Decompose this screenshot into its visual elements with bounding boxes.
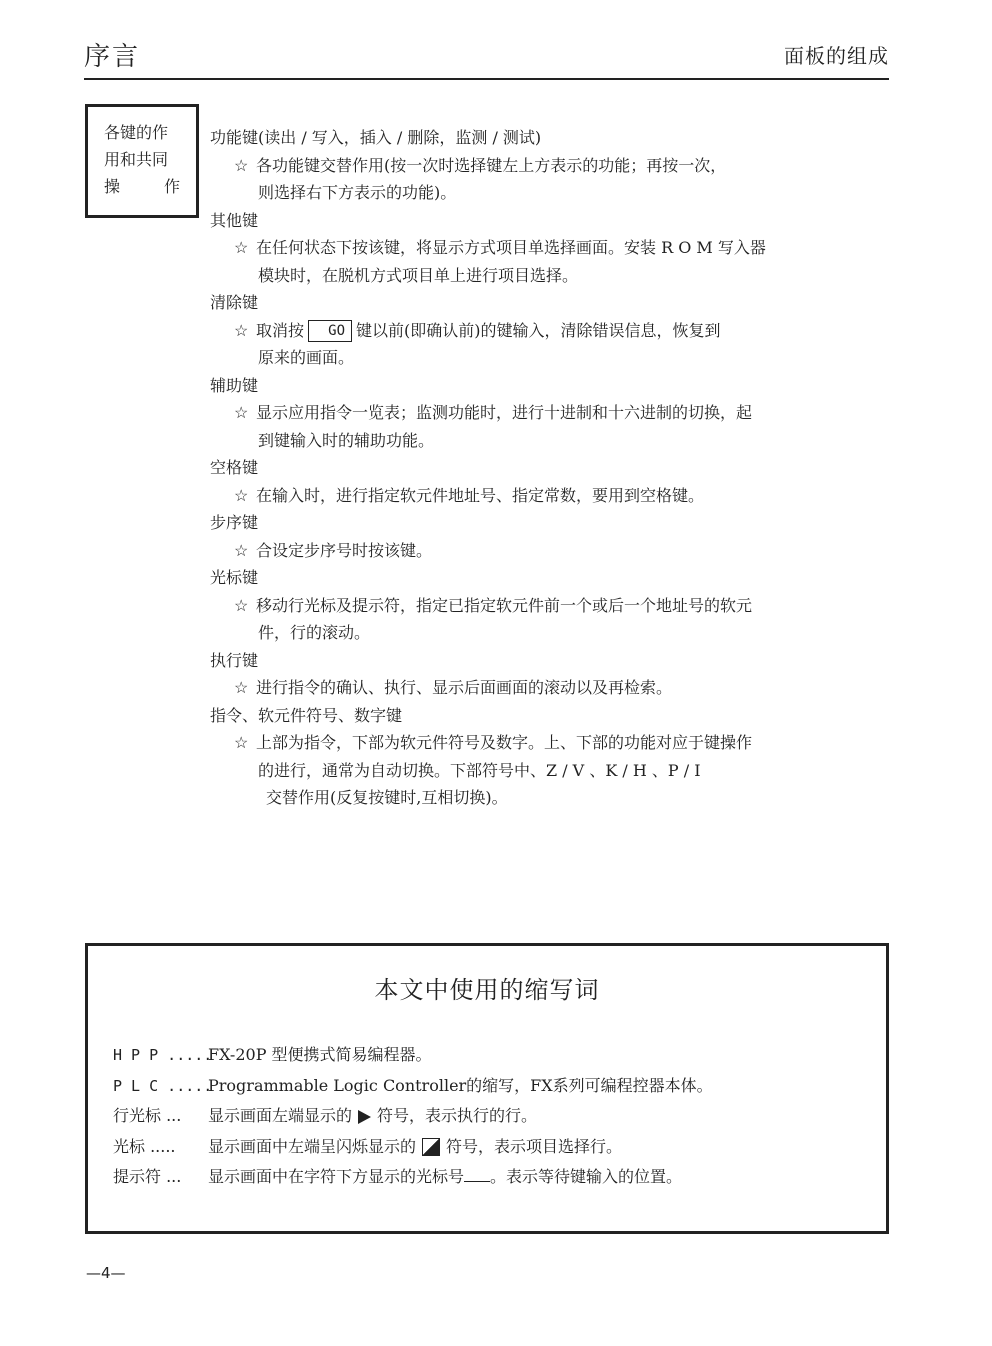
abbreviation-text: 。表示等待键输入的位置。 <box>490 1167 683 1186</box>
key-desc-text: 移动行光标及提示符，指定已指定软元件前一个或后一个地址号的软元 <box>256 595 753 615</box>
abbreviation-row <box>113 1071 713 1102</box>
star-icon: ☆ <box>234 155 249 175</box>
key-desc <box>210 537 880 565</box>
key-desc <box>210 234 880 262</box>
key-desc <box>210 592 880 620</box>
abbreviations-box <box>85 943 889 1234</box>
abbreviation-row <box>113 1132 713 1163</box>
key-title: 清除键 <box>210 293 259 312</box>
key-desc <box>210 152 880 180</box>
star-icon: ☆ <box>234 678 249 697</box>
key-desc: 模块时，在脱机方式项目单上进行项目选择。 <box>258 265 579 285</box>
key-desc: 则选择右下方表示的功能)。 <box>258 183 457 202</box>
page-number: —4— <box>86 1264 126 1282</box>
header-rule <box>84 78 889 80</box>
abbreviation-text: 符号，表示执行的行。 <box>377 1106 538 1125</box>
abbreviation-term: H P P ..... <box>113 1046 213 1064</box>
key-desc-text: 各功能键交替作用(按一次时选择键左上方表示的功能；再按一次， <box>256 155 727 175</box>
key-desc <box>210 399 880 427</box>
abbreviation-term: 行光标 ... <box>113 1106 182 1125</box>
go-key-box: GO <box>308 320 352 342</box>
key-desc-text: 上部为指令，下部为软元件符号及数字。上、下部的功能对应于键操作 <box>256 733 753 752</box>
abbreviation-text: FX-20P 型便携式简易编程器。 <box>208 1045 432 1064</box>
star-icon: ☆ <box>234 320 249 340</box>
key-desc-text: 显示应用指令一览表；监测功能时，进行十进制和十六进制的切换，起 <box>256 403 753 422</box>
abbreviation-text: 显示画面左端显示的 <box>208 1106 353 1125</box>
star-icon: ☆ <box>234 403 249 422</box>
key-title: 执行键 <box>210 650 259 670</box>
triangle-cursor-icon <box>358 1110 371 1124</box>
key-desc: 交替作用(反复按键时,互相切换)。 <box>266 788 508 807</box>
key-desc-text: 键以前(即确认前)的键输入，清除错误信息，恢复到 <box>356 320 721 340</box>
section-label-line: 各键的作 <box>104 123 169 142</box>
abbreviation-text: 显示画面中在字符下方显示的光标号 <box>208 1167 465 1186</box>
abbreviation-row <box>113 1101 713 1132</box>
abbreviation-row <box>113 1162 713 1193</box>
star-icon: ☆ <box>234 733 249 752</box>
key-desc: 的进行，通常为自动切换。下部符号中、Z / V 、K / H 、P / I <box>258 760 701 780</box>
key-desc <box>210 317 880 345</box>
blinking-cursor-icon <box>422 1138 440 1156</box>
key-title: 空格键 <box>210 458 259 477</box>
abbreviation-term: 提示符 ... <box>113 1167 182 1186</box>
key-title: 辅助键 <box>210 375 259 395</box>
key-title: 功能键(读出 / 写入，插入 / 删除，监测 / 测试) <box>210 128 542 147</box>
star-icon: ☆ <box>234 540 249 560</box>
page-header-right: 面板的组成 <box>784 44 889 68</box>
abbreviation-text: 符号，表示项目选择行。 <box>446 1136 623 1156</box>
key-title: 步序键 <box>210 513 259 532</box>
key-desc-text: 在任何状态下按该键，将显示方式项目单选择画面。安装 R O M 写入器 <box>256 238 766 257</box>
key-title: 指令、软元件符号、数字键 <box>210 705 403 725</box>
abbreviations-title: 本文中使用的缩写词 <box>374 976 600 1004</box>
section-label-char: 作 <box>163 177 180 196</box>
section-label-line: 用和共同 <box>104 150 169 169</box>
key-desc <box>210 674 880 702</box>
key-desc <box>210 482 880 510</box>
key-desc <box>210 729 880 757</box>
key-desc-text: 在输入时，进行指定软元件地址号、指定常数，要用到空格键。 <box>256 485 705 505</box>
key-desc: 到键输入时的辅助功能。 <box>258 430 435 450</box>
key-title: 光标键 <box>210 568 259 587</box>
key-title: 其他键 <box>210 210 259 230</box>
star-icon: ☆ <box>234 485 249 505</box>
key-descriptions <box>210 124 880 812</box>
star-icon: ☆ <box>234 595 249 615</box>
abbreviation-row <box>113 1040 713 1071</box>
abbreviation-term: 光标 ..... <box>113 1136 176 1156</box>
section-label-char: 操 <box>104 177 121 196</box>
key-desc-text: 取消按 <box>256 320 305 340</box>
abbreviation-text: 显示画面中左端呈闪烁显示的 <box>208 1136 417 1156</box>
abbreviation-text: Programmable Logic Controller的缩写，FX系列可编程控器本体。 <box>208 1075 713 1095</box>
key-desc-text: 合设定步序号时按该键。 <box>256 540 433 560</box>
section-label-line <box>104 173 186 200</box>
underline-cursor-icon <box>464 1167 490 1182</box>
key-desc: 件，行的滚动。 <box>258 623 371 642</box>
abbreviation-term: P L C ..... <box>113 1076 213 1095</box>
key-desc-text: 进行指令的确认、执行、显示后面画面的滚动以及再检索。 <box>256 678 673 697</box>
key-desc: 原来的画面。 <box>258 348 355 367</box>
star-icon: ☆ <box>234 238 249 257</box>
abbreviations-list <box>113 1040 713 1193</box>
section-label-box <box>85 104 199 218</box>
page-header-left: 序言 <box>84 42 141 72</box>
